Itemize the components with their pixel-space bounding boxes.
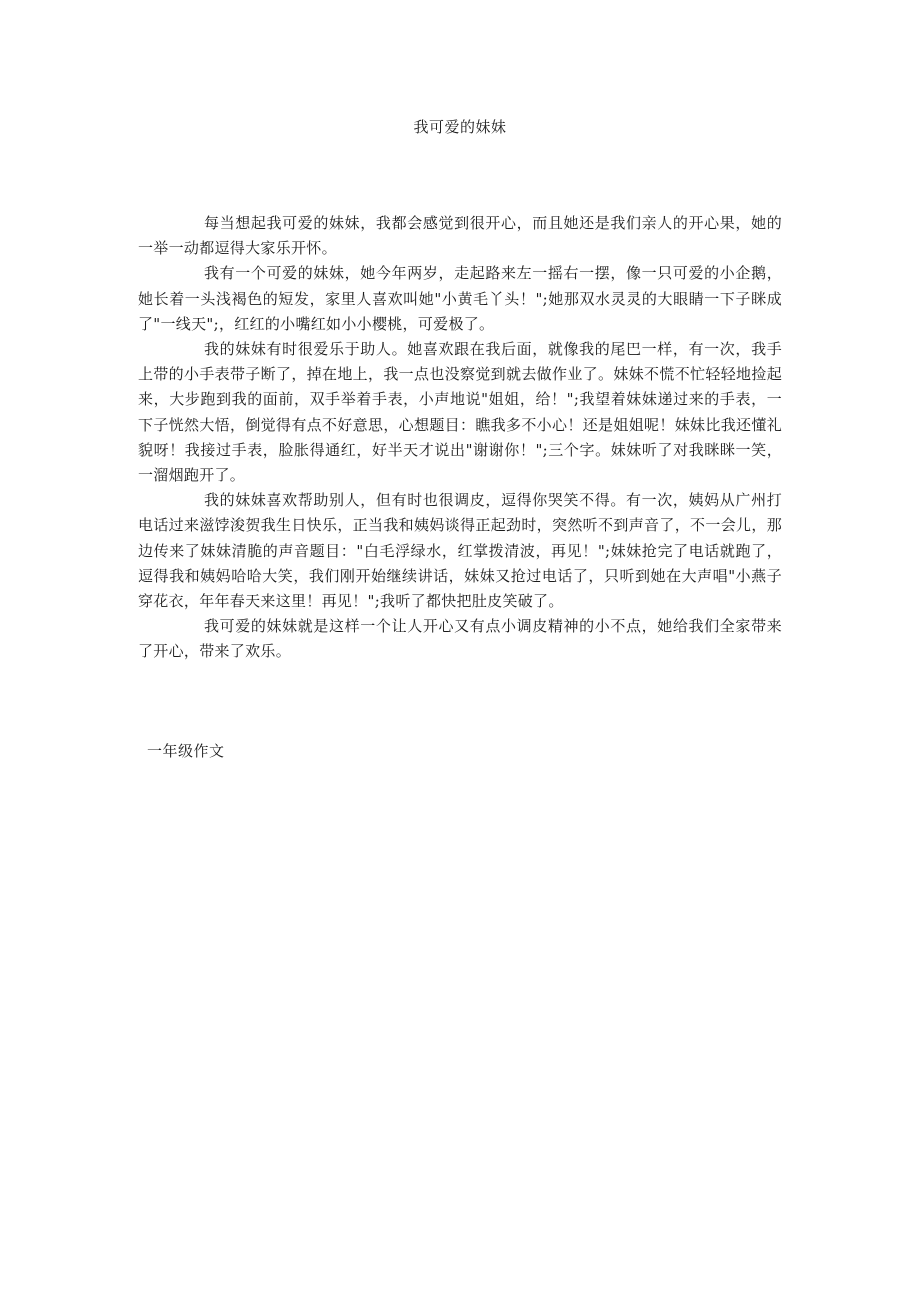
category-label: 一年级作文	[147, 742, 225, 760]
paragraph-2: 我有一个可爱的妹妹，她今年两岁，走起路来左一摇右一摆，像一只可爱的小企鹅，她长着一头浅褐色的短发，家里人喜欢叫她"小黄毛丫头！";她那双水灵灵的大眼睛一下子眯成了"一线天";，红红的小嘴红如小小樱桃，可爱极了。	[138, 264, 782, 333]
paragraph-1: 每当想起我可爱的妹妹，我都会感觉到很开心，而且她还是我们亲人的开心果，她的一举一动都逗得大家乐开怀。	[138, 214, 782, 258]
paragraph-4: 我的妹妹喜欢帮助别人，但有时也很调皮，逗得你哭笑不得。有一次，姨妈从广州打电话过来滋饽浚贺我生日快乐，正当我和姨妈谈得正起劲时，突然听不到声音了，不一会儿，那边传来了妹妹清脆的声音题目："白毛浮绿水，红掌拨清波，再见！";妹妹抢完了电话就跑了，逗得我和姨妈哈哈大笑，我们刚开始继续讲话，妹妹又抢过电话了，只听到她在大声唱"小燕子穿花衣，年年春天来这里！再见！";我听了都快把肚皮笑破了。	[138, 491, 782, 611]
paragraph-3: 我的妹妹有时很爱乐于助人。她喜欢跟在我后面，就像我的尾巴一样，有一次，我手上带的小手表带子断了，掉在地上，我一点也没察觉到就去做作业了。妹妹不慌不忙轻轻地捡起来，大步跑到我的面前，双手举着手表，小声地说"姐姐，给！";我望着妹妹递过来的手表，一下子恍然大悟，倒觉得有点不好意思，心想题目：瞧我多不小心！还是姐姐呢！妹妹比我还懂礼貌呀！我接过手表，脸胀得通红，好半天才说出"谢谢你！";三个字。妹妹听了对我眯眯一笑，一溜烟跑开了。	[138, 340, 782, 485]
document-title: 我可爱的妹妹	[413, 118, 507, 136]
paragraph-5: 我可爱的妹妹就是这样一个让人开心又有点小调皮精神的小不点，她给我们全家带来了开心，带来了欢乐。	[138, 617, 782, 661]
essay-body	[138, 211, 782, 665]
